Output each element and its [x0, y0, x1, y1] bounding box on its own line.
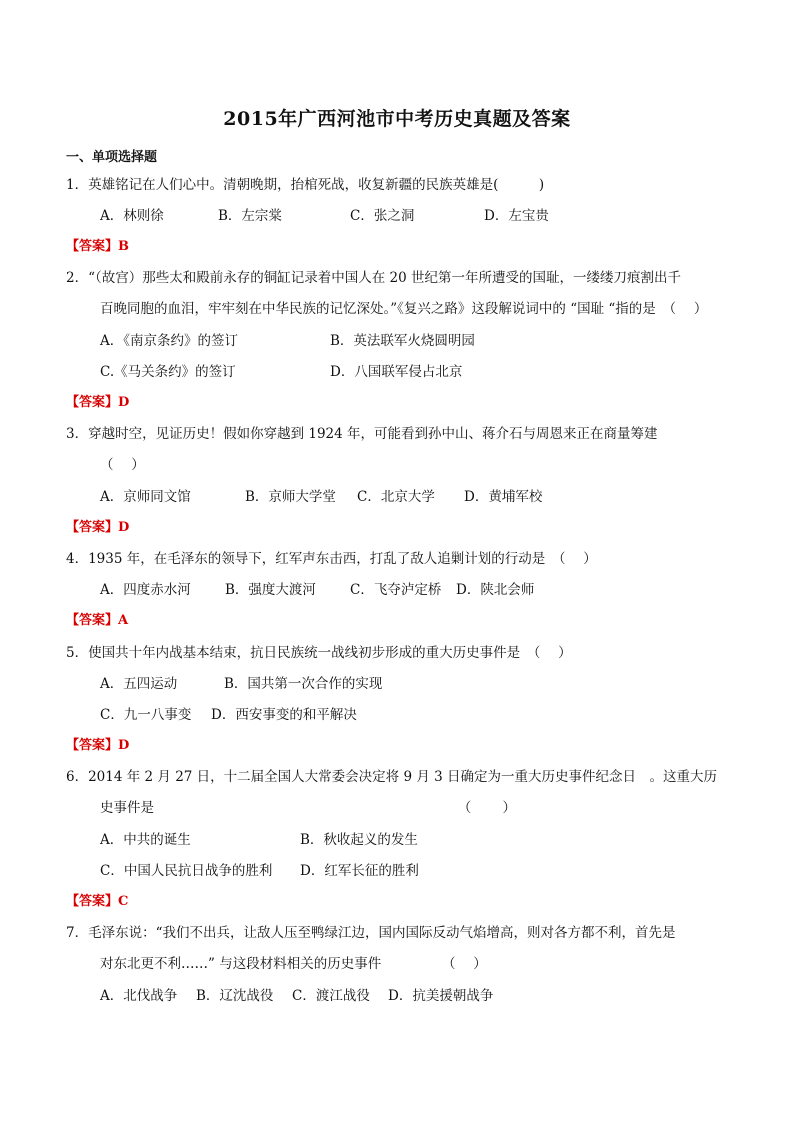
question-1-text: 1．英雄铭记在人们心中。清朝晚期，抬棺死战，收复新疆的民族英雄是( ) — [66, 177, 545, 193]
question-6-answer — [66, 893, 128, 911]
answer-label: 【答案】 — [66, 738, 119, 753]
answer-label: 【答案】 — [66, 894, 119, 909]
question-6-text-line-1: 6．2014 年 2 月 27 日，十二届全国人大常委会决定将 9 月 3 日确定为一重大历史事件纪念日 。这重大历 — [66, 769, 718, 785]
question-4-option-d: D．陕北会师 — [456, 582, 535, 598]
answer-value: A — [118, 613, 129, 628]
question-4-answer — [66, 612, 128, 630]
question-6-option-c: C．中国人民抗日战争的胜利 — [100, 863, 273, 879]
question-7-text-line-1: 7．毛泽东说：“我们不出兵，让敌人压至鸭绿江边，国内国际反动气焰增高，则对各方都不利，首先是 — [66, 925, 676, 941]
question-5-answer — [66, 737, 129, 755]
question-5-option-c: C．九一八事变 — [100, 707, 192, 723]
question-3-option-c: C．北京大学 — [357, 489, 435, 505]
question-1-option-d: D．左宝贵 — [484, 208, 549, 224]
question-5-option-b: B．国共第一次合作的实现 — [224, 676, 383, 692]
question-6-option-a: A．中共的诞生 — [100, 832, 191, 848]
question-2-option-b: B．英法联军火烧圆明园 — [330, 333, 475, 349]
document-title: 2015年广西河池市中考历史真题及答案 — [223, 108, 571, 130]
question-2-answer — [66, 394, 129, 412]
question-3-option-d: D．黄埔军校 — [464, 489, 543, 505]
question-4-option-a: A．四度赤水河 — [100, 582, 191, 598]
question-2-option-a: A．《南京条约》的签订 — [100, 333, 238, 349]
question-5-text: 5．使国共十年内战基本结束，抗日民族统一战线初步形成的重大历史事件是 （ ） — [66, 645, 572, 661]
question-7-option-c: C．渡江战役 — [292, 988, 370, 1004]
answer-value: D — [118, 395, 130, 410]
answer-label: 【答案】 — [66, 395, 119, 410]
answer-label: 【答案】 — [66, 613, 119, 628]
question-3-text-line-1: 3．穿越时空，见证历史！假如你穿越到 1924 年，可能看到孙中山、蒋介石与周恩来正在商量筹建 — [66, 426, 658, 442]
question-6-text-line-2: 史事件是 （ ） — [100, 800, 517, 816]
question-3-text-line-2: （ ） — [100, 457, 145, 473]
section-heading: 一、单项选择题 — [66, 150, 158, 165]
question-2-text-line-2: 百晚同胞的血泪，牢牢刻在中华民族的记忆深处。”《复兴之路》这段解说词中的 “国耻 “指的是 （ ） — [100, 301, 708, 317]
question-7-text-line-2: 对东北更不利……” 与这段材料相关的历史事件 （ ） — [100, 956, 487, 972]
question-3-option-a: A．京师同文馆 — [100, 489, 191, 505]
question-3-answer — [66, 519, 129, 537]
question-2-option-d: D．八国联军侵占北京 — [330, 364, 463, 380]
question-1-option-c: C．张之洞 — [350, 208, 415, 224]
question-2-text-line-1: 2．“（故宫）那些太和殿前永存的铜缸记录着中国人在 20 世纪第一年所遭受的国耻，一缕缕刀痕割出千 — [66, 270, 682, 286]
question-7-option-b: B．辽沈战役 — [196, 988, 274, 1004]
question-5-option-a: A．五四运动 — [100, 676, 178, 692]
question-3-option-b: B．京师大学堂 — [245, 489, 336, 505]
question-6-option-b: B．秋收起义的发生 — [300, 832, 418, 848]
question-1-answer — [66, 238, 129, 256]
answer-label: 【答案】 — [66, 239, 119, 254]
answer-label: 【答案】 — [66, 520, 119, 535]
question-4-option-c: C．飞夺泸定桥 — [350, 582, 442, 598]
question-2-option-c: C.《马关条约》的签订 — [100, 364, 236, 380]
question-6-option-d: D．红军长征的胜利 — [300, 863, 419, 879]
question-7-option-a: A．北伐战争 — [100, 988, 178, 1004]
answer-value: C — [118, 894, 129, 909]
question-7-option-d: D．抗美援朝战争 — [388, 988, 494, 1004]
question-4-text: 4．1935 年，在毛泽东的领导下，红军声东击西，打乱了敌人追剿计划的行动是 （ ） — [66, 551, 597, 567]
question-1-option-b: B．左宗棠 — [218, 208, 282, 224]
question-5-option-d: D．西安事变的和平解决 — [211, 707, 357, 723]
answer-value: B — [118, 239, 130, 254]
answer-value: D — [118, 738, 130, 753]
answer-value: D — [118, 520, 130, 535]
question-4-option-b: B．强度大渡河 — [225, 582, 316, 598]
question-1-option-a: A．林则徐 — [100, 208, 164, 224]
